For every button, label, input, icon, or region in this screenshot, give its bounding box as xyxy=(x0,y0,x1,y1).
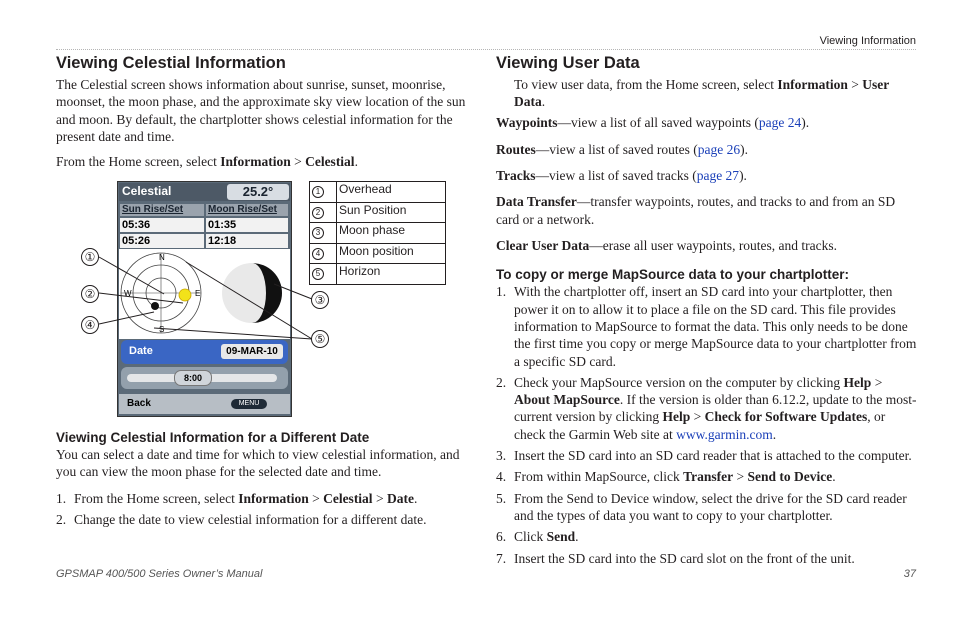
callout-5: ⑤ xyxy=(311,330,329,348)
leader-moon-position xyxy=(99,312,154,324)
celestial-instruction: From the Home screen, select Information > Celestial. xyxy=(56,154,358,170)
page-link[interactable]: page 24 xyxy=(758,114,802,130)
legend-number: 3 xyxy=(312,227,324,239)
legend-label: Moon phase xyxy=(337,223,446,244)
figure-legend-table xyxy=(309,181,446,285)
callout-2: ② xyxy=(81,285,99,303)
page-number: 37 xyxy=(903,568,916,580)
list-item: 7. Insert the SD card into the SD card slot on the front of the unit. xyxy=(496,550,855,566)
user-data-item-tracks: Tracks—view a list of saved tracks (page 27). xyxy=(496,168,747,184)
menu-button[interactable]: MENU xyxy=(231,399,267,409)
list-item: 2. Check your MapSource version on the computer by clicking Help > About MapSource. If the version is older than 6.12.2, update to the most-current version by clicking Help > Check for Software Updates, or check the Garmin Web site at www.garmin.com. xyxy=(496,374,917,442)
legend-row xyxy=(310,264,446,285)
time-slider-handle[interactable]: 8:00 xyxy=(174,370,212,386)
leader-overhead xyxy=(99,257,164,294)
leader-horizon xyxy=(186,262,312,339)
mapsource-steps xyxy=(496,283,920,566)
sub-heading-different-date: Viewing Celestial Information for a Different Date xyxy=(56,430,370,445)
leader-sun-position xyxy=(99,293,183,303)
legend-label: Moon position xyxy=(337,243,446,264)
leader-moon-phase xyxy=(274,284,312,299)
legend-row xyxy=(310,243,446,264)
callout-1: ① xyxy=(81,248,99,266)
leader-horizon-2 xyxy=(154,328,312,339)
back-softkey[interactable]: Back xyxy=(127,398,151,409)
user-data-intro: To view user data, from the Home screen, select Information > User Data. xyxy=(514,77,889,110)
sun-set-time: 05:26 xyxy=(120,234,204,248)
garmin-website-link[interactable]: www.garmin.com xyxy=(676,426,773,442)
celestial-intro: The Celestial screen shows information about sunrise, sunset, moonrise, moonset, the moon phase, and the approximate sky view location of the sun and moon. By default, the chartplotter shows celestial information for the present date and time. xyxy=(56,77,466,144)
temperature-readout: 25.2° xyxy=(227,184,289,200)
compass-w: W xyxy=(124,289,132,298)
sun-rise-set-header: Sun Rise/Set xyxy=(120,204,204,216)
softkey-bar xyxy=(119,394,290,414)
section-heading-celestial: Viewing Celestial Information xyxy=(56,54,286,72)
compass-n: N xyxy=(159,253,165,262)
legend-row xyxy=(310,202,446,223)
list-item: 2. Change the date to view celestial information for a different date. xyxy=(56,511,427,527)
moon-set-time: 12:18 xyxy=(206,234,288,248)
list-item: 4. From within MapSource, click Transfer > Send to Device. xyxy=(496,469,836,485)
date-label: Date xyxy=(129,345,153,357)
legend-number: 4 xyxy=(312,248,324,260)
legend-row xyxy=(310,182,446,203)
compass-s: S xyxy=(159,325,165,334)
right-column xyxy=(496,52,920,567)
sun-rise-time: 05:36 xyxy=(120,218,204,232)
list-item: 1. From the Home screen, select Information > Celestial > Date. xyxy=(56,490,418,506)
moon-rise-time: 01:35 xyxy=(206,218,288,232)
legend-label: Overhead xyxy=(337,182,446,203)
compass-e: E xyxy=(195,289,201,298)
date-value[interactable]: 09-MAR-10 xyxy=(221,344,283,359)
different-date-intro: You can select a date and time for which to view celestial information, and you can view the moon phase for the selected date and time. xyxy=(56,447,460,480)
header-divider xyxy=(56,49,916,50)
list-item: 6. Click Send. xyxy=(496,529,579,545)
list-item: 5. From the Send to Device window, select the drive for the SD card reader and the types of data you want to copy to your chartplotter. xyxy=(496,490,907,523)
callout-3: ③ xyxy=(311,291,329,309)
screen-title: Celestial xyxy=(122,184,172,198)
legend-label: Sun Position xyxy=(337,202,446,223)
callout-4: ④ xyxy=(81,316,99,334)
user-data-item-data-transfer: Data Transfer—transfer waypoints, routes, and tracks to and from an SD card or a network. xyxy=(496,194,896,227)
legend-number: 1 xyxy=(312,186,324,198)
user-data-item-routes: Routes—view a list of saved routes (page 26). xyxy=(496,141,748,157)
user-data-item-clear: Clear User Data—erase all user waypoints, routes, and tracks. xyxy=(496,238,838,254)
legend-number: 2 xyxy=(312,207,324,219)
moon-rise-set-header: Moon Rise/Set xyxy=(206,204,288,216)
page-link[interactable]: page 26 xyxy=(697,141,741,157)
page-link[interactable]: page 27 xyxy=(696,168,740,184)
list-item: 1. With the chartplotter off, insert an SD card into your chartplotter, then power it on to allow it to place a file on the SD card. This file provides information to MapSource to format the data. This only needs to be done the first time you copy or merge MapSource data to your chartplotter from a specific SD card. xyxy=(496,284,917,369)
different-date-steps xyxy=(56,490,480,529)
running-header: Viewing Information xyxy=(819,35,916,47)
user-data-item-waypoints: Waypoints—view a list of all saved waypoints (page 24). xyxy=(496,114,810,130)
list-item: 3. Insert the SD card into an SD card reader that is attached to the computer. xyxy=(496,448,912,464)
legend-number: 5 xyxy=(312,268,324,280)
section-heading-user-data: Viewing User Data xyxy=(496,54,640,72)
sub-heading-mapsource: To copy or merge MapSource data to your chartplotter: xyxy=(496,267,850,283)
footer-manual-title: GPSMAP 400/500 Series Owner’s Manual xyxy=(56,568,263,580)
different-date-section xyxy=(56,429,480,528)
legend-label: Horizon xyxy=(337,264,446,285)
left-column xyxy=(56,52,480,527)
legend-row xyxy=(310,223,446,244)
